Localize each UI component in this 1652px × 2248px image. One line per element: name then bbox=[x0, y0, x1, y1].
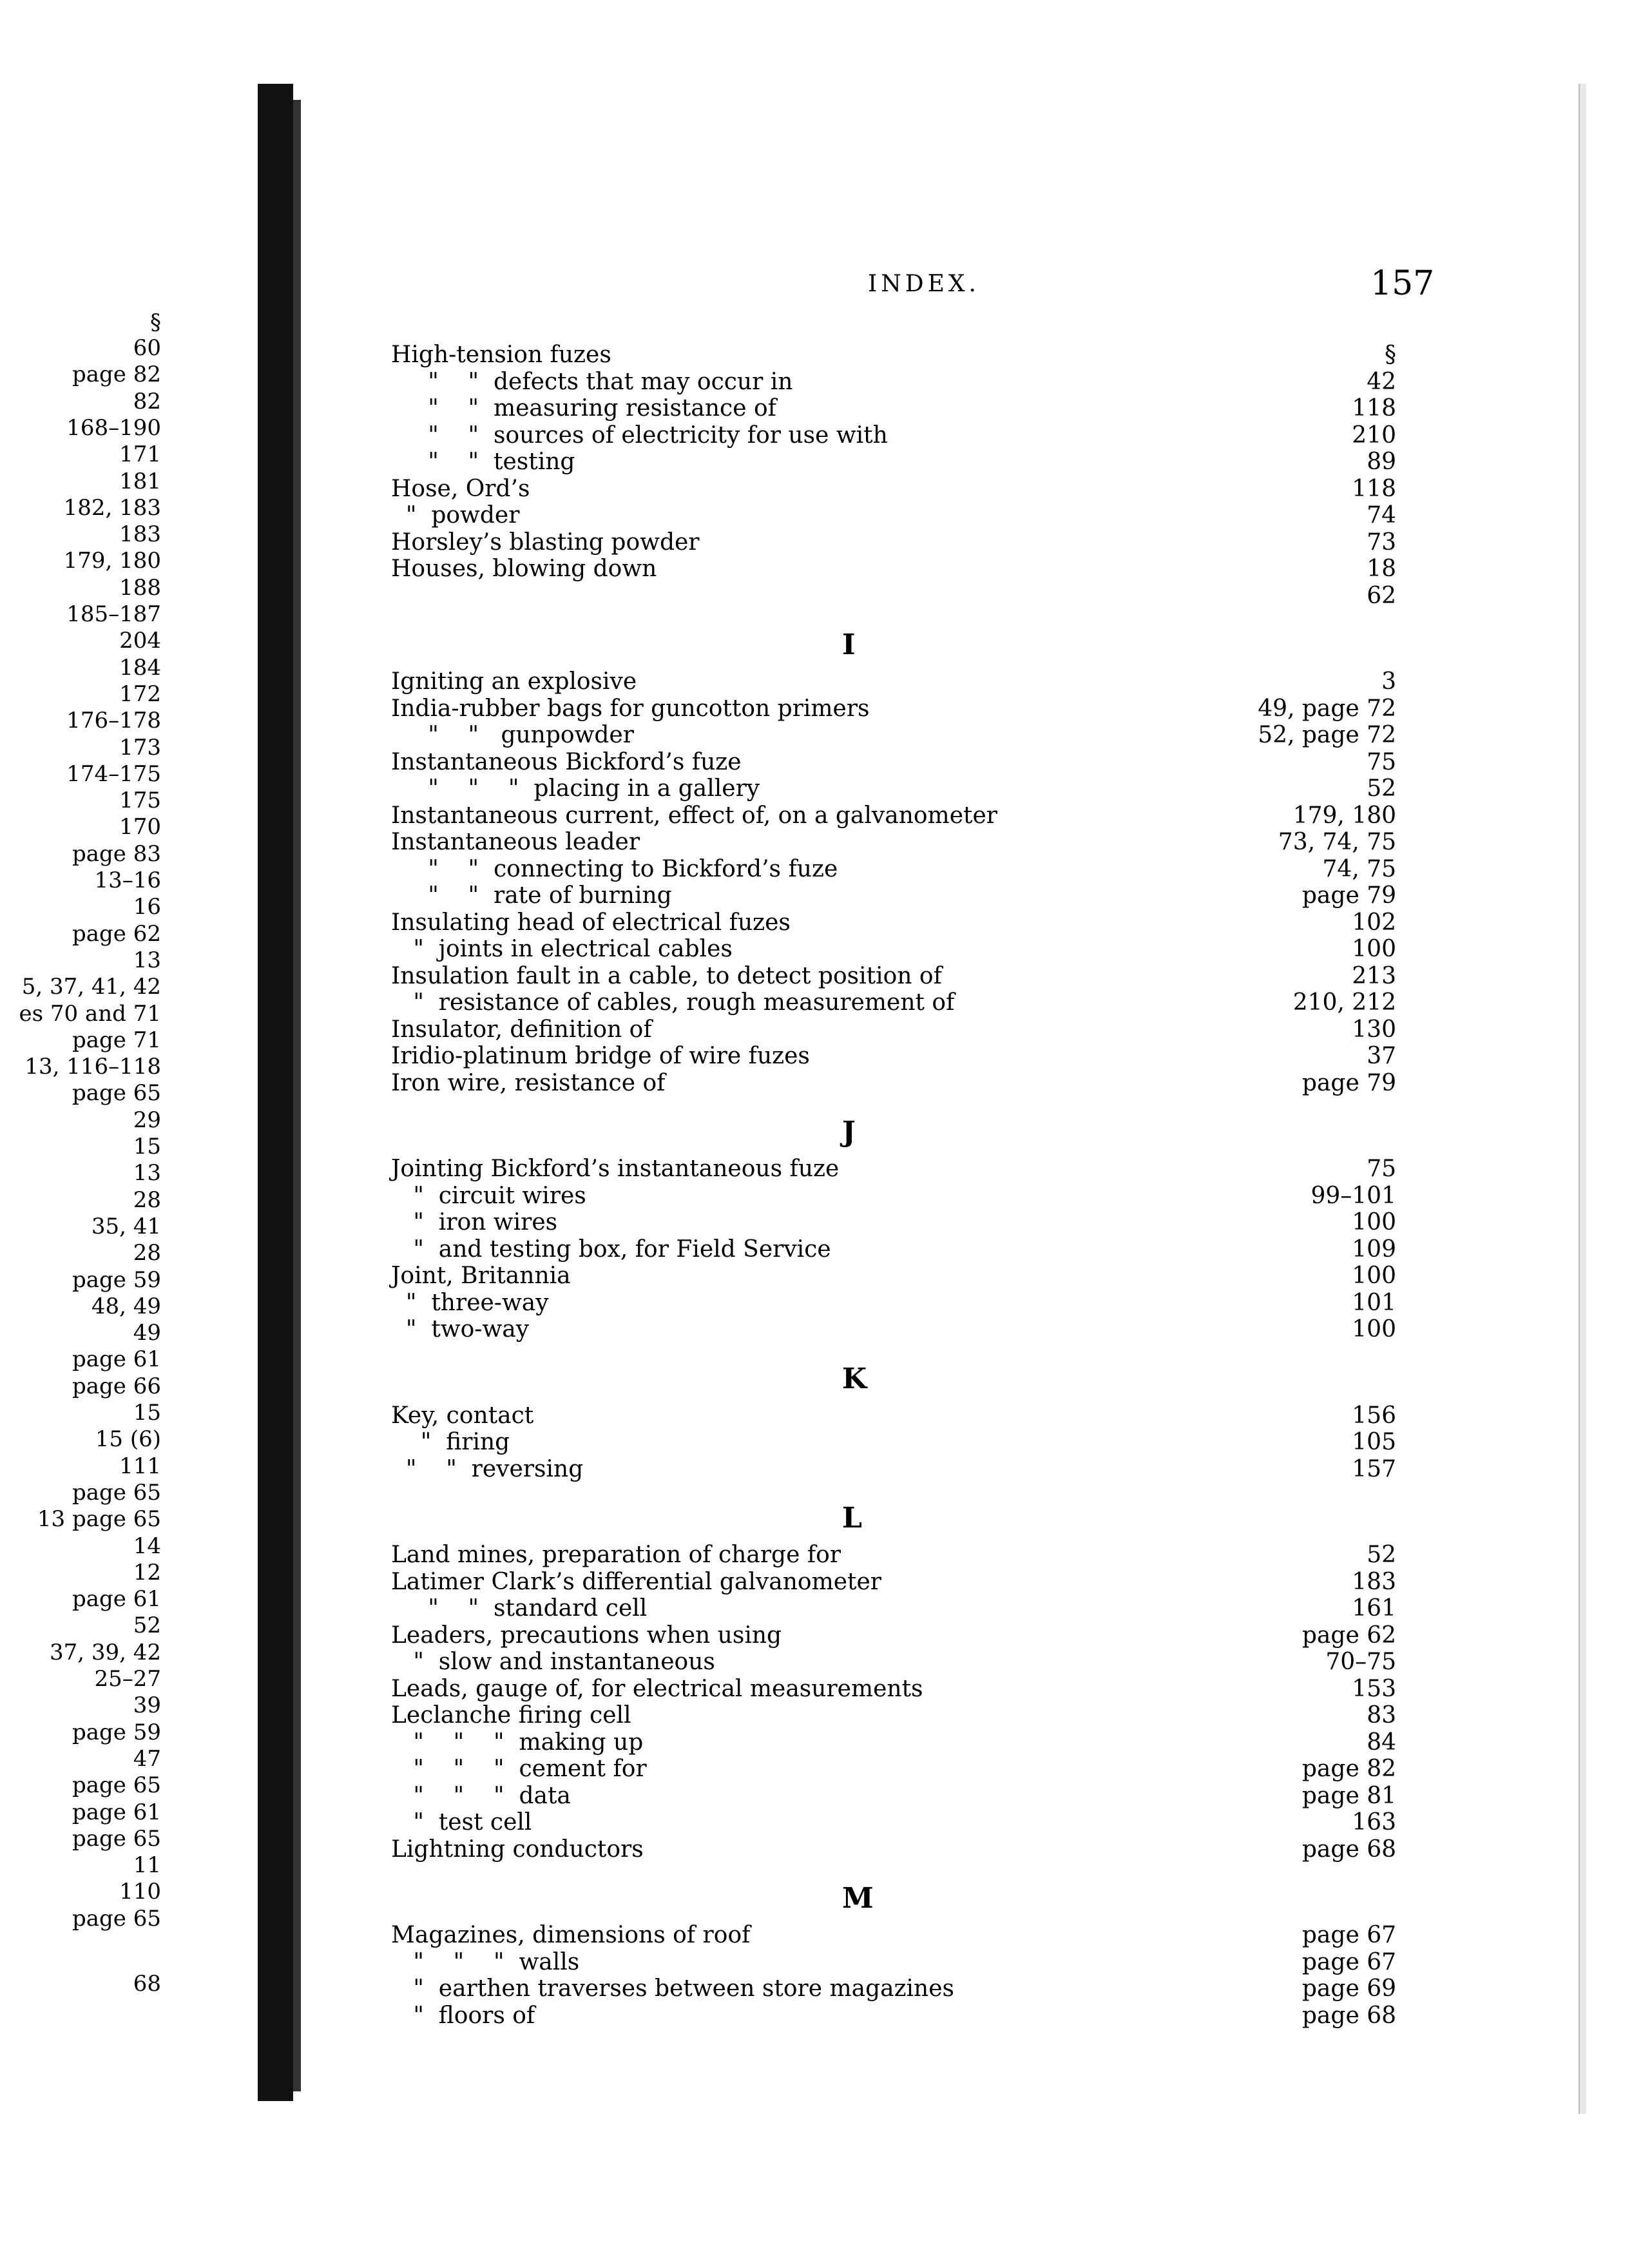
entry-page: 89 bbox=[1367, 449, 1396, 475]
entry-label: " " sources of electricity for use with bbox=[391, 422, 888, 449]
left-page-number: page 65 bbox=[72, 1772, 161, 1799]
entry-label: " " standard cell bbox=[391, 1595, 648, 1622]
entry-label: Jointing Bickford’s instantaneous fuze bbox=[391, 1156, 840, 1182]
entry-page: 49, page 72 bbox=[1258, 695, 1396, 722]
index-entry bbox=[391, 1542, 1396, 1569]
entry-page: 157 bbox=[1352, 1455, 1396, 1482]
left-page-number: 52 bbox=[133, 1613, 161, 1639]
index-entry bbox=[391, 1702, 1396, 1729]
left-page-number: page 82 bbox=[72, 362, 161, 388]
left-page-number: 183 bbox=[119, 521, 161, 548]
index-entry bbox=[391, 749, 1396, 776]
entry-label: " joints in electrical cables bbox=[391, 936, 733, 962]
index-entry bbox=[391, 1676, 1396, 1703]
entry-label: " resistance of cables, rough measurement of bbox=[391, 989, 955, 1016]
spine-shadow bbox=[258, 84, 293, 2101]
entry-page: 210, 212 bbox=[1292, 989, 1396, 1016]
entry-label: Latimer Clark’s differential galvanometer bbox=[391, 1568, 881, 1595]
entry-label: Insulation fault in a cable, to detect position of bbox=[391, 962, 942, 989]
left-page-number: 188 bbox=[119, 574, 161, 601]
entry-label: " " testing bbox=[391, 449, 575, 475]
entry-page: page 67 bbox=[1301, 1948, 1396, 1975]
left-page-number: es 70 and 71 bbox=[19, 1000, 161, 1027]
index-entry bbox=[391, 583, 1396, 610]
index-entry bbox=[391, 422, 1396, 449]
entry-page: 84 bbox=[1367, 1729, 1396, 1756]
entry-page: page 69 bbox=[1301, 1975, 1396, 2002]
entry-page: 83 bbox=[1367, 1702, 1396, 1729]
left-page-number: 13–16 bbox=[94, 867, 161, 893]
index-entry bbox=[391, 556, 1396, 583]
left-page-number: page 61 bbox=[72, 1346, 161, 1373]
left-page-number: 11 bbox=[133, 1852, 161, 1879]
entry-label: " two-way bbox=[391, 1316, 530, 1342]
entry-page: 62 bbox=[1367, 582, 1396, 609]
index-entry bbox=[391, 1622, 1396, 1649]
entry-page: 109 bbox=[1352, 1235, 1396, 1263]
left-page-number: 184 bbox=[119, 654, 161, 681]
left-page-number: 60 bbox=[133, 335, 161, 361]
entry-label: " circuit wires bbox=[391, 1182, 586, 1209]
index-entry bbox=[391, 1016, 1396, 1043]
left-page-number: 82 bbox=[133, 388, 161, 414]
left-page-number: 37, 39, 42 bbox=[49, 1639, 161, 1665]
entry-label: Magazines, dimensions of roof bbox=[391, 1922, 751, 1948]
entry-page: page 68 bbox=[1301, 2002, 1396, 2029]
section-letter-i: I bbox=[842, 628, 856, 661]
index-entry bbox=[391, 775, 1396, 802]
entry-page: 213 bbox=[1352, 962, 1396, 989]
index-entry bbox=[391, 1402, 1396, 1429]
entry-label: " " connecting to Bickford’s fuze bbox=[391, 855, 838, 882]
left-page-number: page 66 bbox=[72, 1373, 161, 1399]
entry-page: 74, 75 bbox=[1322, 855, 1396, 882]
left-page-number: 35, 41 bbox=[91, 1213, 161, 1239]
index-entry bbox=[391, 856, 1396, 883]
entry-label: " floors of bbox=[391, 2002, 535, 2029]
entry-page: 100 bbox=[1352, 936, 1396, 962]
entry-page: 102 bbox=[1352, 909, 1396, 936]
left-page-number: 28 bbox=[133, 1240, 161, 1266]
left-section-symbol: § bbox=[150, 309, 161, 335]
entry-label: " " " making up bbox=[391, 1729, 644, 1756]
entry-page: 42 bbox=[1367, 368, 1396, 395]
entry-page: 37 bbox=[1367, 1043, 1396, 1069]
left-page-number: page 65 bbox=[72, 1080, 161, 1107]
entry-label: " firing bbox=[391, 1429, 510, 1455]
spine-edge bbox=[293, 100, 301, 2091]
entry-label: Joint, Britannia bbox=[391, 1263, 571, 1289]
index-entry bbox=[391, 1649, 1396, 1676]
entry-page: 75 bbox=[1367, 748, 1396, 775]
entry-label: Instantaneous leader bbox=[391, 829, 640, 855]
page-header bbox=[301, 264, 1583, 322]
entry-page: 101 bbox=[1352, 1289, 1396, 1316]
entry-page: 73, 74, 75 bbox=[1278, 829, 1396, 855]
left-page-number: 13 bbox=[133, 947, 161, 973]
index-entry bbox=[391, 1922, 1396, 1949]
entry-page: 153 bbox=[1352, 1675, 1396, 1702]
entry-page: page 79 bbox=[1301, 1069, 1396, 1096]
left-page-number: 176–178 bbox=[66, 708, 161, 734]
entry-label: " " " walls bbox=[391, 1948, 580, 1975]
left-page-number: 47 bbox=[133, 1745, 161, 1772]
left-page-number: 13 bbox=[133, 1160, 161, 1187]
entry-page: page 62 bbox=[1301, 1622, 1396, 1649]
entry-page: 118 bbox=[1352, 395, 1396, 422]
page-edge bbox=[1579, 84, 1586, 2114]
left-page-number: 49 bbox=[133, 1320, 161, 1346]
entry-label: Instantaneous Bickford’s fuze bbox=[391, 748, 742, 775]
section-letter-m: M bbox=[842, 1882, 874, 1915]
index-entry bbox=[391, 1290, 1396, 1317]
index-entry bbox=[391, 1263, 1396, 1290]
entry-label: " iron wires bbox=[391, 1209, 558, 1235]
left-page-number: 170 bbox=[119, 814, 161, 840]
entry-label: " " reversing bbox=[391, 1455, 584, 1482]
left-page-number: 15 bbox=[133, 1400, 161, 1426]
index-entry bbox=[391, 1043, 1396, 1070]
index-entry bbox=[391, 936, 1396, 963]
entry-page: 3 bbox=[1381, 668, 1396, 695]
entry-page: 52, page 72 bbox=[1258, 722, 1396, 748]
entry-label: " test cell bbox=[391, 1809, 532, 1836]
entry-page: 183 bbox=[1352, 1568, 1396, 1595]
index-entry bbox=[391, 476, 1396, 503]
entry-label: " " rate of burning bbox=[391, 882, 672, 909]
entry-page: 75 bbox=[1367, 1156, 1396, 1182]
left-page-number: 28 bbox=[133, 1187, 161, 1213]
entry-page: 179, 180 bbox=[1292, 802, 1396, 829]
entry-label: " powder bbox=[391, 502, 520, 528]
left-page-number: page 62 bbox=[72, 920, 161, 947]
index-entry bbox=[391, 369, 1396, 396]
left-page-number: 173 bbox=[119, 734, 161, 761]
left-page-number: 29 bbox=[133, 1107, 161, 1133]
index-entry bbox=[391, 695, 1396, 722]
index-entry bbox=[391, 1729, 1396, 1756]
page-number: 157 bbox=[1370, 264, 1435, 303]
index-entry bbox=[391, 502, 1396, 529]
entry-label: Instantaneous current, effect of, on a galvanometer bbox=[391, 802, 997, 829]
index-entry bbox=[391, 2002, 1396, 2030]
index-entry bbox=[391, 1456, 1396, 1483]
index-entry bbox=[391, 802, 1396, 829]
left-page-number: 15 bbox=[133, 1134, 161, 1159]
section-letter-j: J bbox=[842, 1116, 856, 1148]
left-page-number: page 61 bbox=[72, 1799, 161, 1825]
left-page-number: 185–187 bbox=[66, 601, 161, 627]
left-page-number: 16 bbox=[133, 894, 161, 920]
index-entry bbox=[391, 722, 1396, 749]
entry-page: 73 bbox=[1367, 528, 1396, 556]
entry-page: 70–75 bbox=[1325, 1649, 1396, 1675]
entry-label: Leads, gauge of, for electrical measurements bbox=[391, 1675, 923, 1702]
index-entry bbox=[391, 989, 1396, 1016]
entry-label: Leclanche firing cell bbox=[391, 1702, 631, 1729]
left-page-number: 168–190 bbox=[66, 414, 161, 441]
entry-label: India-rubber bags for guncotton primers bbox=[391, 695, 870, 722]
index-entry bbox=[391, 1783, 1396, 1810]
index-entry bbox=[391, 1569, 1396, 1596]
left-page-number: page 83 bbox=[72, 840, 161, 867]
entry-page: 52 bbox=[1367, 1542, 1396, 1568]
index-entry bbox=[391, 909, 1396, 936]
entry-label: Insulating head of electrical fuzes bbox=[391, 909, 791, 936]
entry-label: Insulator, definition of bbox=[391, 1016, 652, 1043]
left-page-number: page 61 bbox=[72, 1586, 161, 1613]
entry-label: Leaders, precautions when using bbox=[391, 1622, 782, 1649]
entry-label: " " " cement for bbox=[391, 1756, 647, 1782]
index-entry bbox=[391, 668, 1396, 695]
left-page-number: page 59 bbox=[72, 1719, 161, 1745]
left-page-number: 172 bbox=[119, 681, 161, 707]
entry-page: 161 bbox=[1352, 1595, 1396, 1622]
entry-page: 163 bbox=[1352, 1809, 1396, 1836]
index-entry bbox=[391, 1156, 1396, 1183]
section-letter-l: L bbox=[842, 1502, 862, 1535]
left-page-number: page 71 bbox=[72, 1027, 161, 1053]
entry-label: " " " placing in a gallery bbox=[391, 775, 760, 802]
index-entry bbox=[391, 1183, 1396, 1210]
index-entry bbox=[391, 1975, 1396, 2002]
section-letter-k: K bbox=[842, 1362, 867, 1395]
entry-label: Houses, blowing down bbox=[391, 556, 657, 582]
entry-page: 100 bbox=[1352, 1263, 1396, 1289]
entry-label: Land mines, preparation of charge for bbox=[391, 1542, 841, 1568]
left-page-number: 5, 37, 41, 42 bbox=[21, 974, 161, 1000]
entry-label: " " defects that may occur in bbox=[391, 368, 793, 395]
index-entry bbox=[391, 829, 1396, 856]
index-page bbox=[301, 97, 1583, 2095]
entry-label: Iron wire, resistance of bbox=[391, 1069, 666, 1096]
entry-page: 18 bbox=[1367, 556, 1396, 582]
entry-page: 74 bbox=[1367, 502, 1396, 528]
entry-page: § bbox=[1385, 342, 1396, 368]
entry-page: 99–101 bbox=[1311, 1182, 1396, 1209]
index-entry bbox=[391, 1836, 1396, 1863]
entry-page: 156 bbox=[1352, 1402, 1396, 1429]
left-page-number: page 65 bbox=[72, 1825, 161, 1852]
left-page-number: 181 bbox=[119, 468, 161, 494]
entry-page: 100 bbox=[1352, 1316, 1396, 1342]
left-page-number: 48, 49 bbox=[91, 1293, 161, 1319]
left-page-number: 39 bbox=[133, 1692, 161, 1719]
index-entry bbox=[391, 1070, 1396, 1097]
left-page-number: 13 page 65 bbox=[37, 1506, 161, 1533]
index-entry bbox=[391, 529, 1396, 556]
entry-label: Key, contact bbox=[391, 1402, 534, 1429]
index-entry bbox=[391, 395, 1396, 422]
left-page-number: 179, 180 bbox=[63, 548, 161, 574]
entry-label: " " " data bbox=[391, 1782, 571, 1809]
index-entry bbox=[391, 1756, 1396, 1783]
left-page-number: 110 bbox=[119, 1879, 161, 1905]
entry-page: 105 bbox=[1352, 1429, 1396, 1455]
index-entry bbox=[391, 1595, 1396, 1622]
left-page-number: 171 bbox=[119, 441, 161, 468]
index-entry bbox=[391, 882, 1396, 909]
page-title: INDEX. bbox=[868, 271, 980, 297]
entry-label: Hose, Ord’s bbox=[391, 475, 530, 502]
left-page-number: 182, 183 bbox=[63, 494, 161, 521]
entry-page: page 79 bbox=[1301, 882, 1396, 909]
entry-label: " " measuring resistance of bbox=[391, 395, 776, 422]
entry-label: " slow and instantaneous bbox=[391, 1649, 715, 1675]
left-page-number: 15 (6) bbox=[95, 1426, 161, 1453]
entry-label: High-tension fuzes bbox=[391, 342, 611, 368]
left-page-number: 13, 116–118 bbox=[24, 1054, 161, 1080]
left-page-number: 68 bbox=[133, 1971, 161, 1997]
left-page-number: 25–27 bbox=[94, 1666, 161, 1692]
entry-page: 52 bbox=[1367, 775, 1396, 802]
entry-page: 130 bbox=[1352, 1016, 1396, 1043]
left-page-number: page 59 bbox=[72, 1266, 161, 1293]
entry-page: 100 bbox=[1352, 1209, 1396, 1235]
entry-page: page 68 bbox=[1301, 1836, 1396, 1863]
entry-page: page 81 bbox=[1301, 1782, 1396, 1809]
entry-label: " earthen traverses between store magazines bbox=[391, 1975, 955, 2002]
index-entry bbox=[391, 449, 1396, 476]
index-entry bbox=[391, 1429, 1396, 1456]
left-page-number: 204 bbox=[119, 628, 161, 654]
index-entry bbox=[391, 963, 1396, 990]
entry-label: " three-way bbox=[391, 1289, 549, 1316]
entry-label: Lightning conductors bbox=[391, 1836, 644, 1863]
entry-label: Iridio-platinum bridge of wire fuzes bbox=[391, 1043, 810, 1069]
entry-page: page 67 bbox=[1301, 1922, 1396, 1948]
entry-page: 210 bbox=[1352, 422, 1396, 449]
left-page-number: page 65 bbox=[72, 1479, 161, 1506]
index-entry bbox=[391, 1809, 1396, 1836]
index-entry bbox=[391, 1949, 1396, 1976]
entry-page: page 82 bbox=[1301, 1756, 1396, 1782]
entry-label: " " gunpowder bbox=[391, 722, 634, 748]
left-page-number: 111 bbox=[119, 1453, 161, 1479]
index-entry bbox=[391, 1316, 1396, 1343]
left-page-number: 175 bbox=[119, 788, 161, 814]
index-entry bbox=[391, 342, 1396, 369]
entry-label: Igniting an explosive bbox=[391, 668, 637, 695]
left-page-number: 14 bbox=[133, 1533, 161, 1559]
index-entry bbox=[391, 1236, 1396, 1263]
left-page-number: page 65 bbox=[72, 1905, 161, 1932]
left-page-number: 12 bbox=[133, 1559, 161, 1585]
entry-label: Horsley’s blasting powder bbox=[391, 528, 700, 556]
entry-label: " and testing box, for Field Service bbox=[391, 1235, 831, 1263]
index-entry bbox=[391, 1209, 1396, 1236]
left-page-number: 174–175 bbox=[66, 761, 161, 787]
entry-page: 118 bbox=[1352, 475, 1396, 502]
